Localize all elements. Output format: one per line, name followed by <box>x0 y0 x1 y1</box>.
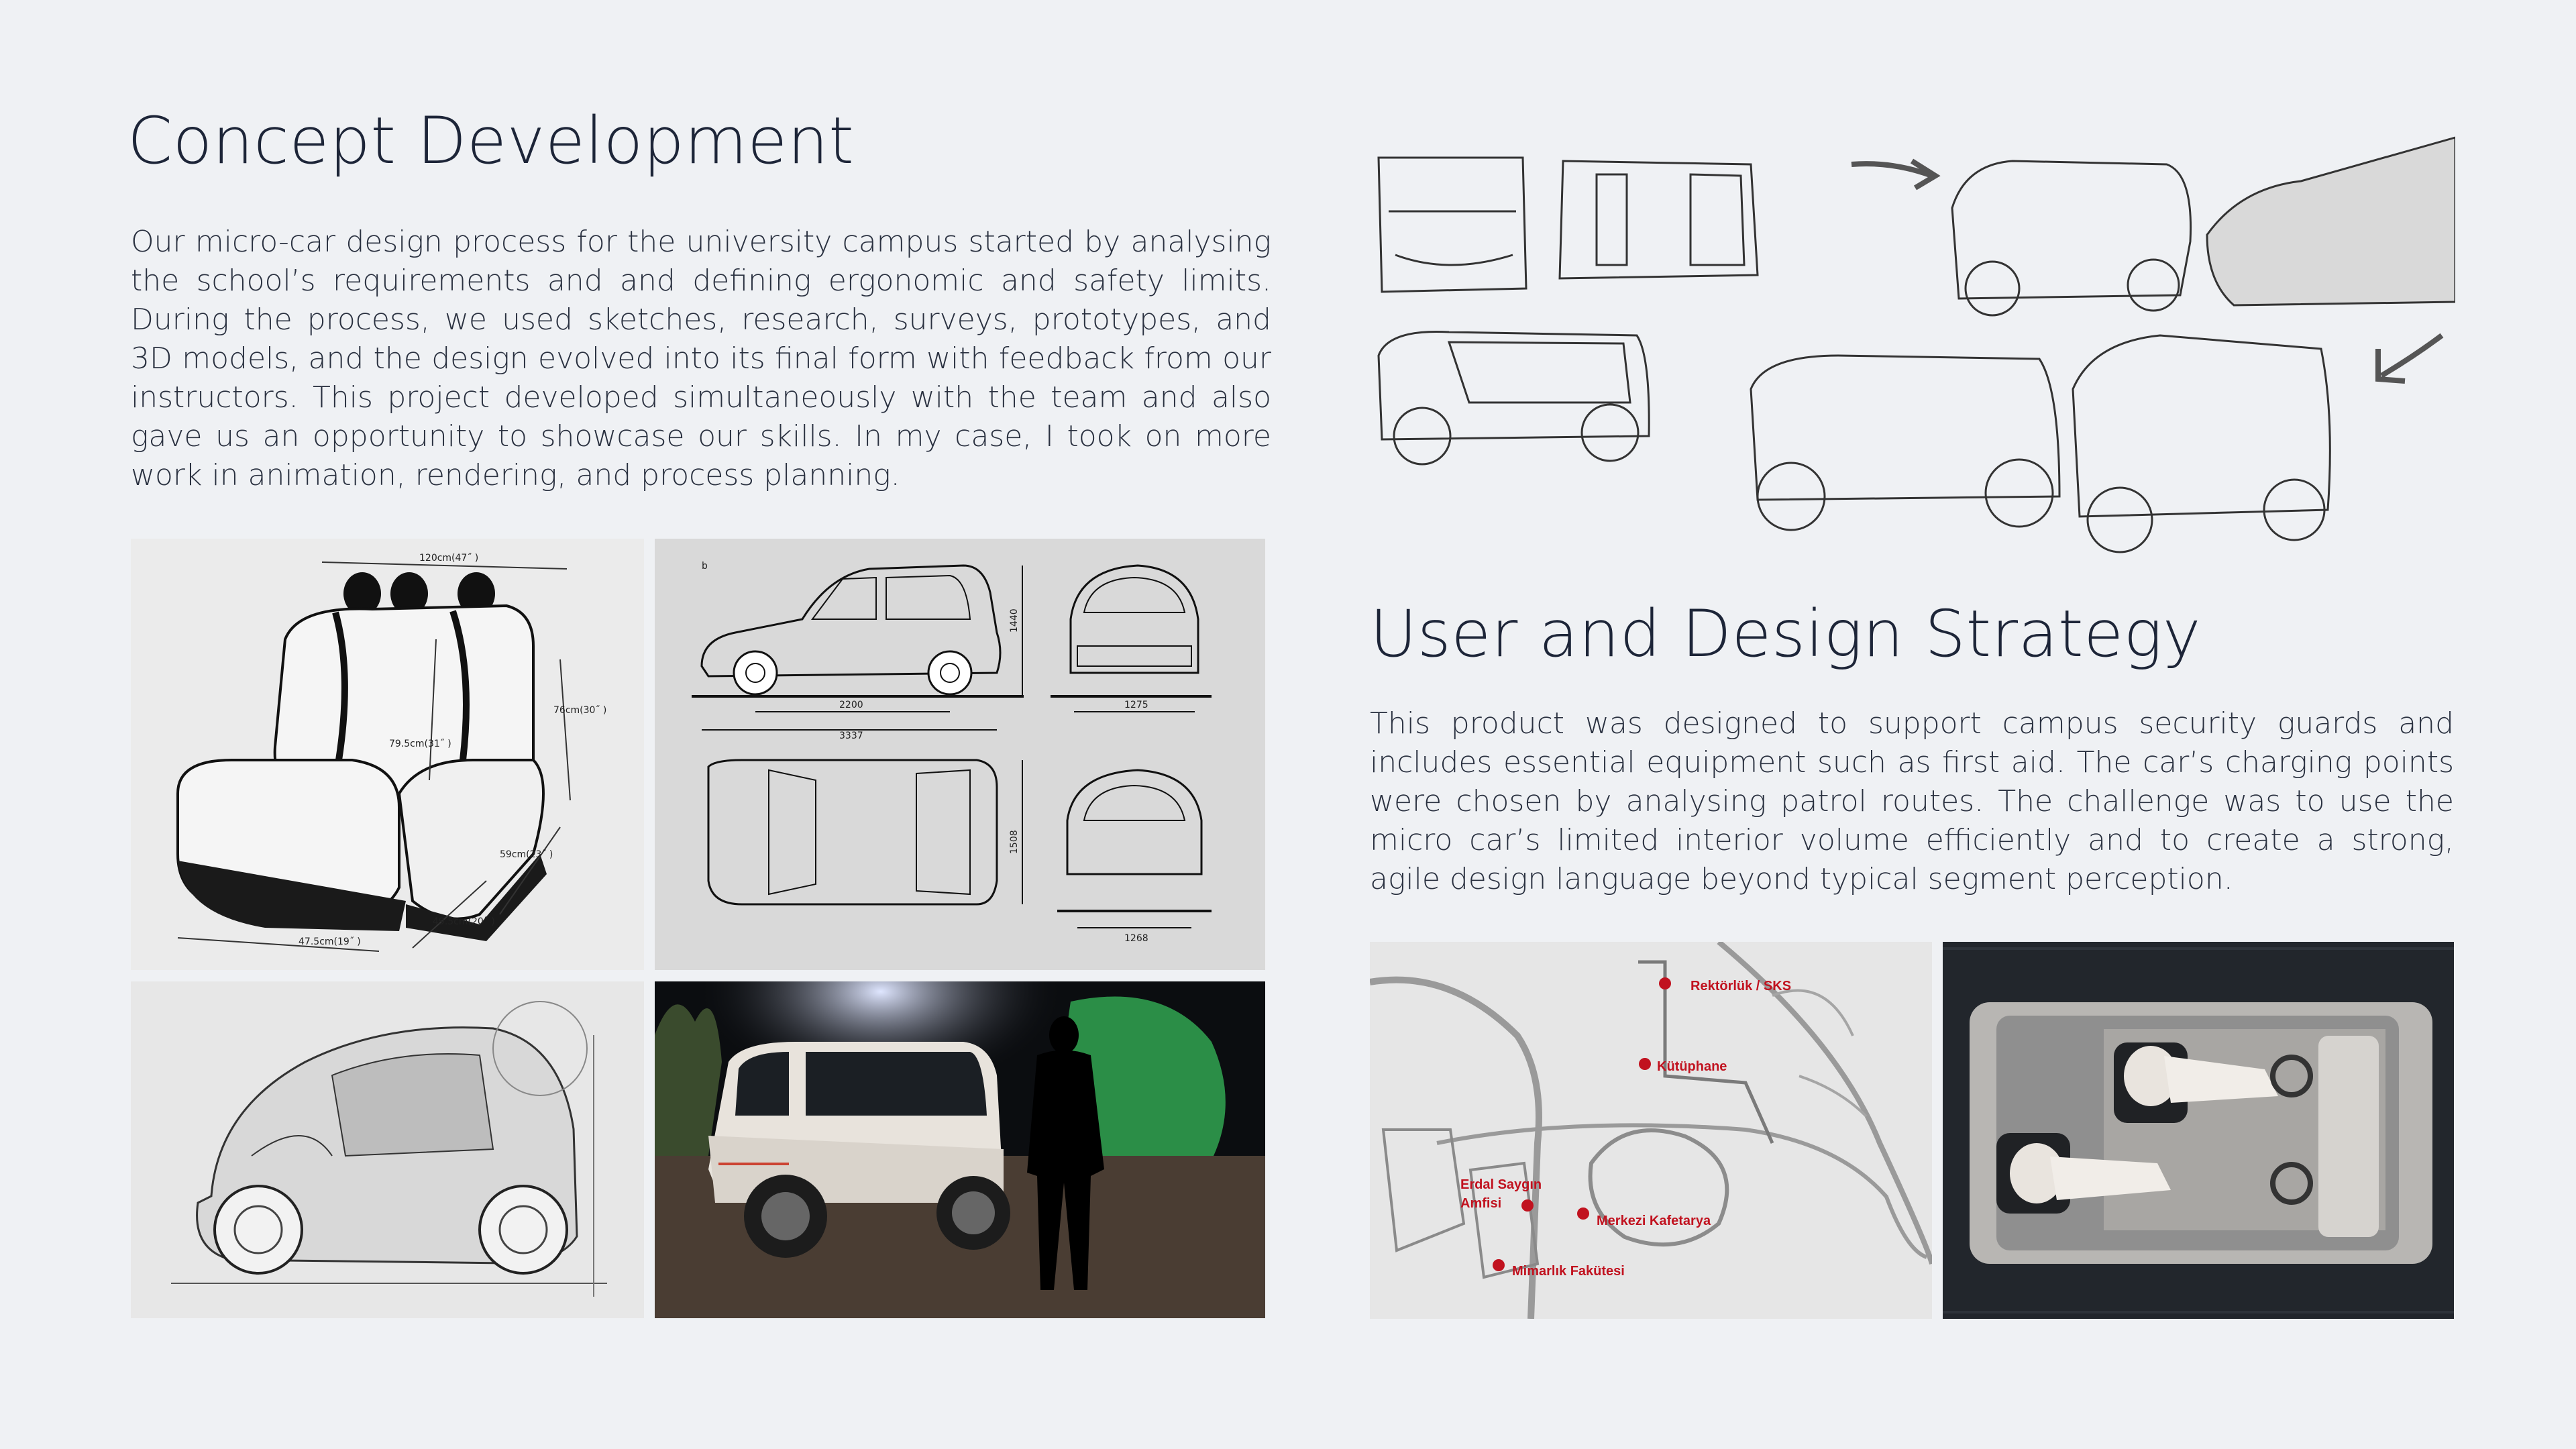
blueprint-width: 1508 <box>1009 830 1020 854</box>
blueprint-image <box>655 539 1265 970</box>
seat-front-width-label: 47.5cm(19˝ ) <box>299 936 361 947</box>
blueprint-height: 1440 <box>1009 608 1020 633</box>
seat-diagram-image <box>131 539 644 970</box>
concept-title: Concept Development <box>127 103 855 178</box>
seat-depth-label: 59cm(23˝ ) <box>500 849 553 860</box>
pin-label-amfisi: Amfisi <box>1460 1196 1502 1211</box>
pin-label-erdal-saygin: Erdal Saygın <box>1460 1177 1542 1192</box>
blueprint-length: 3337 <box>839 731 863 741</box>
concept-sketches-image <box>1368 134 2455 564</box>
blueprint-wheelbase: 2200 <box>839 700 863 710</box>
seat-width-2-label: 49.5cm(20˝ ) <box>433 916 495 927</box>
campus-map-image <box>1370 942 1932 1319</box>
strategy-title: User and Design Strategy <box>1370 596 2202 672</box>
blueprint-label: b <box>702 561 708 572</box>
concept-paragraph: Our micro-car design process for the university campus started by analysing the school’s requirements and and defining ergonomic and safety limits. During the process, we used sketches, research, surveys, prototypes, and 3D models, and the design evolved into its final form with feedback from our instructors. This project developed simultaneously with the team and also gave us an opportunity to showcase our skills. In my case, I took on more work in animation, rendering, and process planning. <box>131 225 1271 492</box>
pencil-sketch-image <box>131 981 644 1318</box>
seat-width-label: 120cm(47˝ ) <box>419 553 479 564</box>
seat-total-height-label: 76cm(30˝ ) <box>553 705 607 716</box>
interior-render-image <box>1943 942 2454 1319</box>
night-render-image <box>655 981 1265 1318</box>
pin-label-kafetarya: Merkezi Kafetarya <box>1597 1214 1711 1228</box>
strategy-paragraph: This product was designed to support campus security guards and includes essential equipment such as first aid. The car’s charging points were chosen by analysing patrol routes. The challenge was to use the micro car’s limited interior volume efficiently and to create a strong, agile design language beyond typical segment perception. <box>1370 706 2454 896</box>
blueprint-track-rear: 1268 <box>1124 933 1148 944</box>
pin-label-rektorluk: Rektörlük / SKS <box>1690 979 1792 994</box>
pin-label-kutuphane: Kütüphane <box>1657 1059 1727 1074</box>
blueprint-track-front: 1275 <box>1124 700 1148 710</box>
seat-back-height-label: 79.5cm(31˝ ) <box>389 739 451 749</box>
pin-label-mimarlik: Mimarlık Fakütesi <box>1512 1264 1625 1279</box>
